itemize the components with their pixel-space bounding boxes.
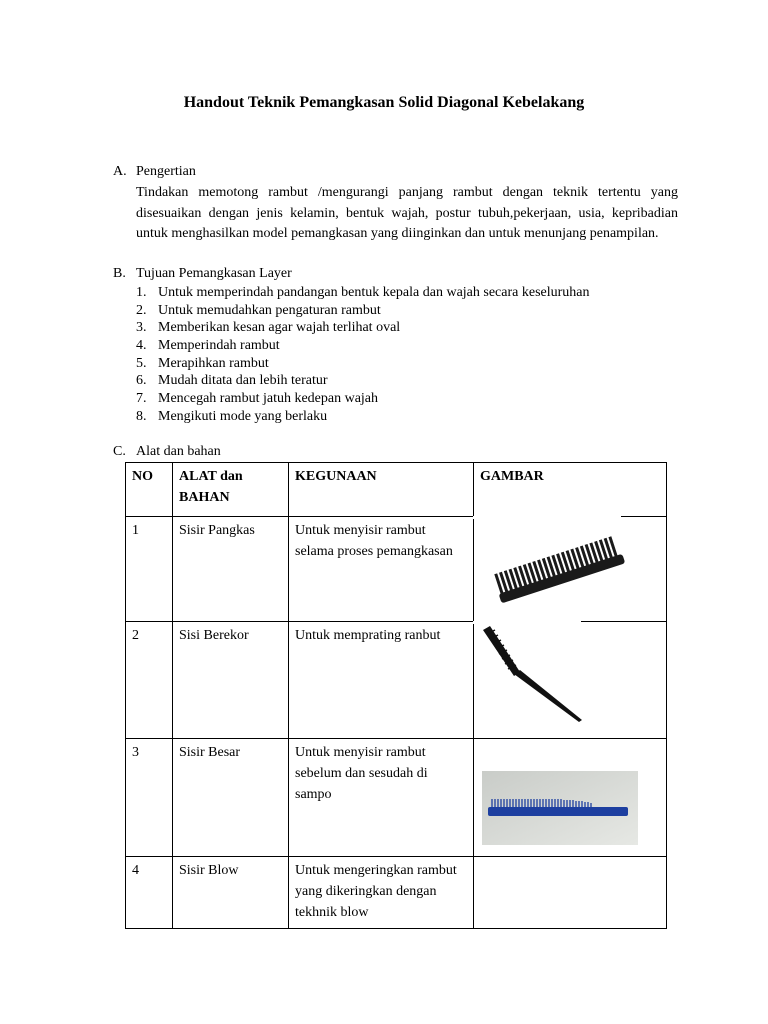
list-text: Mengikuti mode yang berlaku xyxy=(158,408,328,424)
list-text: Mencegah rambut jatuh kedepan wajah xyxy=(158,391,379,407)
list-number: 7. xyxy=(136,391,147,407)
list-item xyxy=(136,302,590,320)
list-text: Untuk memperindah pandangan bentuk kepala dan wajah secara keseluruhan xyxy=(158,285,590,300)
list-number: 4. xyxy=(136,338,147,354)
section-a-paragraph: Tindakan memotong rambut /mengurangi panjang rambut dengan teknik tertentu yang disesuaikan dengan jenis kelamin, bentuk wajah, postur tubuh,pekerjaan, usia, kepribadian untuk menghasilkan model pemangkasan yang diinginkan dan untuk menunjang penampilan. xyxy=(136,185,678,241)
cell-gambar xyxy=(474,622,667,739)
blue-comb-image xyxy=(482,771,638,845)
cell-kegunaan: Untuk menyisir rambut sebelum dan sesudah di sampo xyxy=(289,739,474,857)
cell-alat: Sisir Pangkas xyxy=(173,517,289,622)
tail-comb-image xyxy=(478,624,588,724)
table-row xyxy=(126,857,667,929)
list-number: 5. xyxy=(136,355,147,371)
table-row xyxy=(126,517,667,622)
list-text: Merapihkan rambut xyxy=(158,355,269,371)
tools-table xyxy=(125,462,667,929)
page-title: Handout Teknik Pemangkasan Solid Diagonal Kebelakang xyxy=(183,94,585,111)
wide-tooth-comb-image xyxy=(486,525,626,610)
cell-kegunaan: Untuk menyisir rambut selama proses pemangkasan xyxy=(289,517,474,622)
cell-kegunaan: Untuk memprating ranbut xyxy=(289,622,474,739)
goals-list xyxy=(136,284,590,426)
header-kegunaan: KEGUNAAN xyxy=(289,463,474,517)
table-header-row xyxy=(126,463,667,517)
cell-alat: Sisi Berekor xyxy=(173,622,289,739)
section-a-letter: A. xyxy=(113,164,127,179)
list-item xyxy=(136,372,590,390)
cell-alat: Sisir Besar xyxy=(173,739,289,857)
section-c-heading xyxy=(113,444,221,460)
cell-no: 2 xyxy=(126,622,173,739)
list-number: 6. xyxy=(136,373,147,389)
list-item xyxy=(136,319,590,337)
header-gambar: GAMBAR xyxy=(474,463,667,517)
list-item xyxy=(136,408,590,426)
cell-no: 4 xyxy=(126,857,173,929)
section-c-title: Alat dan bahan xyxy=(136,444,221,459)
table-row xyxy=(126,622,667,739)
cell-gambar xyxy=(474,739,667,857)
list-number: 8. xyxy=(136,408,147,424)
cell-kegunaan: Untuk mengeringkan rambut yang dikeringkan dengan tekhnik blow xyxy=(289,857,474,929)
cell-no: 3 xyxy=(126,739,173,857)
header-no: NO xyxy=(126,463,173,517)
table-row xyxy=(126,739,667,857)
list-text: Untuk memudahkan pengaturan rambut xyxy=(158,302,381,318)
list-item xyxy=(136,355,590,373)
list-item xyxy=(136,337,590,355)
list-number: 2. xyxy=(136,302,147,318)
section-a-heading xyxy=(113,164,196,180)
list-text: Memperindah rambut xyxy=(158,338,280,354)
section-b-title: Tujuan Pemangkasan Layer xyxy=(136,266,292,281)
list-item xyxy=(136,284,590,302)
list-text: Mudah ditata dan lebih teratur xyxy=(158,373,328,389)
list-text: Memberikan kesan agar wajah terlihat oval xyxy=(158,320,401,336)
section-b-letter: B. xyxy=(113,266,126,281)
section-a-title: Pengertian xyxy=(136,164,196,179)
cell-gambar xyxy=(474,517,667,622)
image-overlap xyxy=(473,516,621,519)
cell-no: 1 xyxy=(126,517,173,622)
section-c-letter: C. xyxy=(113,444,126,459)
list-number: 1. xyxy=(136,285,147,300)
list-item xyxy=(136,390,590,408)
cell-alat: Sisir Blow xyxy=(173,857,289,929)
list-number: 3. xyxy=(136,320,147,336)
cell-gambar xyxy=(474,857,667,929)
header-alat: ALAT dan BAHAN xyxy=(173,463,289,517)
section-b-heading xyxy=(113,266,292,282)
